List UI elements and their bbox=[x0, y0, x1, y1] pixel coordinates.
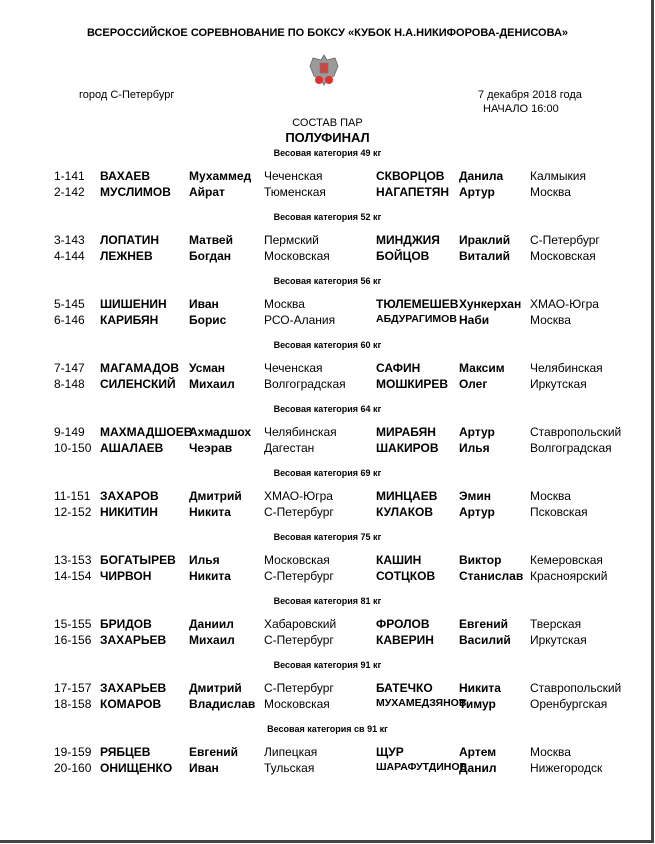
blue-name: Данил bbox=[459, 761, 497, 775]
blue-name: Ираклий bbox=[459, 233, 511, 247]
blue-surname: АБДУРАГИМОВ bbox=[376, 313, 457, 325]
red-surname: ЗАХАРОВ bbox=[100, 489, 159, 503]
blue-region: Калмыкия bbox=[530, 169, 586, 183]
blue-name: Артур bbox=[459, 185, 495, 199]
bout-row bbox=[0, 697, 655, 713]
bout-row bbox=[0, 489, 655, 505]
red-region: Чеченская bbox=[264, 361, 323, 375]
red-surname: ЛЕЖНЕВ bbox=[100, 249, 153, 263]
red-region: Чеченская bbox=[264, 169, 323, 183]
red-name: Даниил bbox=[189, 617, 234, 631]
blue-region: Псковская bbox=[530, 505, 588, 519]
weight-category-heading: Весовая категория 52 кг bbox=[273, 212, 382, 222]
bout-row bbox=[0, 297, 655, 313]
red-surname: БОГАТЫРЕВ bbox=[100, 553, 176, 567]
blue-region: Москва bbox=[530, 745, 571, 759]
document-subtitle: СОСТАВ ПАР bbox=[292, 117, 363, 129]
blue-surname: МИРАБЯН bbox=[376, 425, 436, 439]
bout-number: 8-148 bbox=[54, 377, 85, 391]
bout-row bbox=[0, 633, 655, 649]
blue-name: Артем bbox=[459, 745, 497, 759]
red-region: Дагестан bbox=[264, 441, 315, 455]
bout-row bbox=[0, 313, 655, 329]
red-surname: НИКИТИН bbox=[100, 505, 158, 519]
bout-number: 19-159 bbox=[54, 745, 92, 759]
red-surname: КАРИБЯН bbox=[100, 313, 159, 327]
bout-number: 15-155 bbox=[54, 617, 92, 631]
red-region: Московская bbox=[264, 249, 330, 263]
bout-number: 5-145 bbox=[54, 297, 85, 311]
blue-surname: МИНДЖИЯ bbox=[376, 233, 440, 247]
red-name: Богдан bbox=[189, 249, 232, 263]
red-region: Челябинская bbox=[264, 425, 337, 439]
red-name: Илья bbox=[189, 553, 220, 567]
blue-region: Челябинская bbox=[530, 361, 603, 375]
bout-row bbox=[0, 361, 655, 377]
red-region: РСО-Алания bbox=[264, 313, 336, 327]
red-name: Мухаммед bbox=[189, 169, 252, 183]
bout-row bbox=[0, 569, 655, 585]
blue-name: Василий bbox=[459, 633, 511, 647]
bout-row bbox=[0, 617, 655, 633]
blue-name: Наби bbox=[459, 313, 490, 327]
blue-name: Олег bbox=[459, 377, 488, 391]
red-region: Москва bbox=[264, 297, 305, 311]
bout-row bbox=[0, 553, 655, 569]
blue-name: Данила bbox=[459, 169, 504, 183]
blue-region: Волгоградская bbox=[530, 441, 612, 455]
blue-surname: БОЙЦОВ bbox=[376, 249, 430, 263]
weight-category-heading: Весовая категория 75 кг bbox=[273, 532, 382, 542]
blue-surname: КАШИН bbox=[376, 553, 422, 567]
start-time: НАЧАЛО 16:00 bbox=[483, 103, 559, 115]
bout-number: 13-153 bbox=[54, 553, 92, 567]
city-label: город С-Петербург bbox=[79, 89, 175, 101]
red-name: Никита bbox=[189, 569, 231, 583]
bout-number: 12-152 bbox=[54, 505, 92, 519]
weight-category-heading: Весовая категория 56 кг bbox=[273, 276, 382, 286]
red-region: С-Петербург bbox=[264, 569, 334, 583]
blue-name: Эмин bbox=[459, 489, 492, 503]
blue-name: Никита bbox=[459, 681, 501, 695]
blue-region: Ставропольский bbox=[530, 425, 622, 439]
red-name: Михаил bbox=[189, 633, 235, 647]
weight-category-heading: Весовая категория 60 кг bbox=[273, 340, 382, 350]
bout-number: 20-160 bbox=[54, 761, 92, 775]
blue-region: С-Петербург bbox=[530, 233, 600, 247]
red-surname: СИЛЕНСКИЙ bbox=[100, 377, 176, 391]
bout-row bbox=[0, 169, 655, 185]
bout-row bbox=[0, 233, 655, 249]
blue-name: Виталий bbox=[459, 249, 510, 263]
blue-region: Оренбургская bbox=[530, 697, 608, 711]
blue-surname: МИНЦАЕВ bbox=[376, 489, 438, 503]
red-name: Борис bbox=[189, 313, 227, 327]
blue-surname: БАТЕЧКО bbox=[376, 681, 433, 695]
red-surname: КОМАРОВ bbox=[100, 697, 162, 711]
red-region: Тульская bbox=[264, 761, 315, 775]
bout-number: 6-146 bbox=[54, 313, 85, 327]
blue-region: Красноярский bbox=[530, 569, 608, 583]
event-date: 7 декабря 2018 года bbox=[478, 89, 582, 101]
blue-surname: ШАРАФУТДИНОВ bbox=[376, 761, 468, 773]
blue-surname: СКВОРЦОВ bbox=[376, 169, 445, 183]
red-region: ХМАО-Югра bbox=[264, 489, 333, 503]
blue-region: Иркутская bbox=[530, 377, 587, 391]
red-region: С-Петербург bbox=[264, 505, 334, 519]
red-surname: ВАХАЕВ bbox=[100, 169, 151, 183]
blue-name: Станислав bbox=[459, 569, 524, 583]
bout-row bbox=[0, 377, 655, 393]
red-surname: АШАЛАЕВ bbox=[100, 441, 164, 455]
red-surname: МАХМАДШОЕВ bbox=[100, 425, 193, 439]
bout-row bbox=[0, 761, 655, 777]
red-name: Айрат bbox=[189, 185, 225, 199]
red-surname: ЗАХАРЬЕВ bbox=[100, 633, 167, 647]
blue-name: Тимур bbox=[459, 697, 496, 711]
weight-category-heading: Весовая категория 64 кг bbox=[273, 404, 382, 414]
weight-category-heading: Весовая категория св 91 кг bbox=[267, 724, 388, 734]
blue-region: ХМАО-Югра bbox=[530, 297, 599, 311]
bout-number: 3-143 bbox=[54, 233, 85, 247]
blue-surname: МОШКИРЕВ bbox=[376, 377, 449, 391]
red-name: Матвей bbox=[189, 233, 233, 247]
bout-number: 10-150 bbox=[54, 441, 92, 455]
red-region: Хабаровский bbox=[264, 617, 337, 631]
red-name: Иван bbox=[189, 297, 219, 311]
red-surname: МАГАМАДОВ bbox=[100, 361, 180, 375]
blue-surname: ФРОЛОВ bbox=[376, 617, 430, 631]
red-region: Пермский bbox=[264, 233, 319, 247]
document-title: ВСЕРОССИЙСКОЕ СОРЕВНОВАНИЕ ПО БОКСУ «КУБОК Н.А.НИКИФОРОВА-ДЕНИСОВА» bbox=[86, 27, 569, 39]
blue-name: Илья bbox=[459, 441, 490, 455]
red-surname: ОНИЩЕНКО bbox=[100, 761, 173, 775]
bout-number: 17-157 bbox=[54, 681, 92, 695]
blue-name: Артур bbox=[459, 425, 495, 439]
blue-region: Иркутская bbox=[530, 633, 587, 647]
bout-row bbox=[0, 249, 655, 265]
blue-region: Москва bbox=[530, 313, 571, 327]
red-surname: ШИШЕНИН bbox=[100, 297, 167, 311]
blue-name: Евгений bbox=[459, 617, 509, 631]
blue-surname: КАВЕРИН bbox=[376, 633, 434, 647]
bout-row bbox=[0, 681, 655, 697]
red-region: Липецкая bbox=[264, 745, 318, 759]
red-name: Никита bbox=[189, 505, 231, 519]
blue-surname: ШАКИРОВ bbox=[376, 441, 439, 455]
weight-category-heading: Весовая категория 81 кг bbox=[273, 596, 382, 606]
blue-name: Артур bbox=[459, 505, 495, 519]
blue-name: Хункерхан bbox=[459, 297, 522, 311]
blue-surname: КУЛАКОВ bbox=[376, 505, 434, 519]
red-name: Евгений bbox=[189, 745, 239, 759]
red-region: С-Петербург bbox=[264, 681, 334, 695]
blue-region: Москва bbox=[530, 185, 571, 199]
red-surname: ЧИРВОН bbox=[100, 569, 152, 583]
weight-category-heading: Весовая категория 69 кг bbox=[273, 468, 382, 478]
stage-title: ПОЛУФИНАЛ bbox=[285, 130, 370, 145]
bout-number: 14-154 bbox=[54, 569, 92, 583]
bout-number: 4-144 bbox=[54, 249, 85, 263]
red-surname: ЗАХАРЬЕВ bbox=[100, 681, 167, 695]
bout-row bbox=[0, 185, 655, 201]
blue-region: Москва bbox=[530, 489, 571, 503]
red-name: Дмитрий bbox=[189, 489, 242, 503]
bout-row bbox=[0, 425, 655, 441]
red-surname: ЛОПАТИН bbox=[100, 233, 160, 247]
blue-surname: МУХАМЕДЗЯНОВ bbox=[376, 697, 467, 709]
red-surname: БРИДОВ bbox=[100, 617, 152, 631]
blue-surname: САФИН bbox=[376, 361, 421, 375]
red-name: Иван bbox=[189, 761, 219, 775]
bout-number: 1-141 bbox=[54, 169, 85, 183]
blue-name: Виктор bbox=[459, 553, 502, 567]
blue-name: Максим bbox=[459, 361, 505, 375]
bout-number: 16-156 bbox=[54, 633, 92, 647]
red-name: Усман bbox=[189, 361, 226, 375]
red-name: Чеэрав bbox=[189, 441, 233, 455]
red-region: Волгоградская bbox=[264, 377, 346, 391]
red-surname: РЯБЦЕВ bbox=[100, 745, 151, 759]
red-name: Михаил bbox=[189, 377, 235, 391]
blue-surname: НАГАПЕТЯН bbox=[376, 185, 449, 199]
red-region: С-Петербург bbox=[264, 633, 334, 647]
red-region: Московская bbox=[264, 697, 330, 711]
bout-number: 18-158 bbox=[54, 697, 92, 711]
bout-row bbox=[0, 745, 655, 761]
blue-region: Нижегородск bbox=[530, 761, 603, 775]
bout-number: 9-149 bbox=[54, 425, 85, 439]
blue-surname: ЩУР bbox=[376, 745, 404, 759]
blue-region: Ставропольский bbox=[530, 681, 622, 695]
blue-surname: ТЮЛЕМЕШЕВ bbox=[376, 297, 459, 311]
red-name: Дмитрий bbox=[189, 681, 242, 695]
bout-number: 2-142 bbox=[54, 185, 85, 199]
bout-row bbox=[0, 441, 655, 457]
federation-emblem-logo bbox=[307, 52, 341, 88]
red-region: Московская bbox=[264, 553, 330, 567]
weight-category-heading: Весовая категория 49 кг bbox=[273, 148, 382, 158]
bout-row bbox=[0, 505, 655, 521]
red-surname: МУСЛИМОВ bbox=[100, 185, 171, 199]
blue-surname: СОТЦКОВ bbox=[376, 569, 436, 583]
red-name: Ахмадшох bbox=[189, 425, 252, 439]
red-name: Владислав bbox=[189, 697, 256, 711]
blue-region: Кемеровская bbox=[530, 553, 603, 567]
weight-category-heading: Весовая категория 91 кг bbox=[273, 660, 382, 670]
blue-region: Московская bbox=[530, 249, 596, 263]
red-region: Тюменская bbox=[264, 185, 326, 199]
blue-region: Тверская bbox=[530, 617, 582, 631]
bout-number: 11-151 bbox=[54, 489, 91, 503]
bout-number: 7-147 bbox=[54, 361, 85, 375]
